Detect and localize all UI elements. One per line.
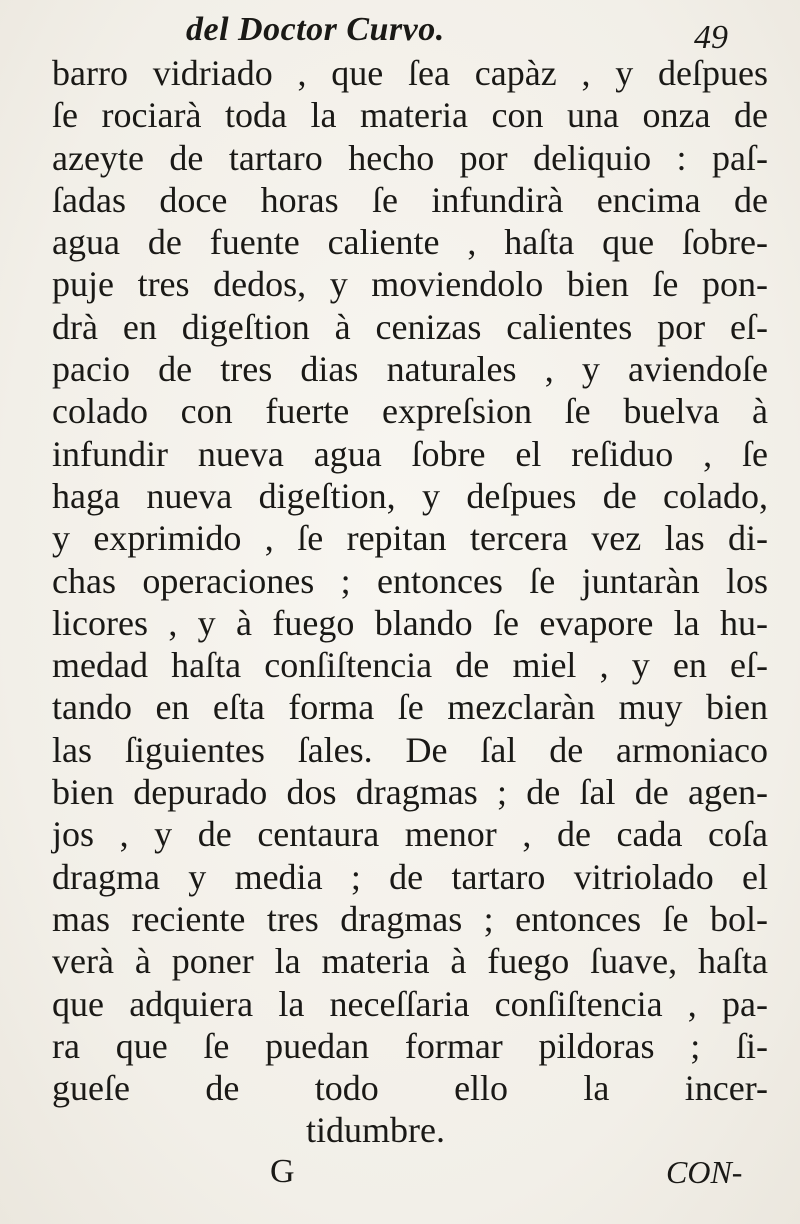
text-line: bien depurado dos dragmas ; de ſal de agen-	[52, 772, 768, 813]
text-line: licores , y à fuego blando ſe evapore la hu-	[52, 602, 768, 643]
catchword: CON-	[666, 1154, 743, 1190]
running-head	[0, 6, 800, 56]
text-line: gueſe de todo ello la incer-	[52, 1068, 768, 1109]
text-line: tando en eſta forma ſe mezclaràn muy bien	[52, 687, 768, 728]
text-line: barro vidriado , que ſea capàz , y deſpues	[52, 53, 768, 93]
text-line: ſe rociarà toda la materia con una onza de	[52, 95, 768, 136]
text-line: azeyte de tartaro hecho por deliquio : paſ-	[52, 137, 768, 178]
text-line: haga nueva digeſtion, y deſpues de colado,	[52, 475, 768, 516]
text-line: agua de fuente caliente , haſta que ſobre-	[52, 222, 768, 263]
text-line-final: tidumbre.	[306, 1110, 445, 1151]
text-line: jos , y de centaura menor , de cada coſa	[52, 814, 768, 855]
running-title: del Doctor Curvo.	[186, 11, 445, 48]
text-line: infundir nueva agua ſobre el reſiduo , ſe	[52, 433, 768, 474]
text-line: colado con fuerte expreſsion ſe buelva à	[52, 391, 768, 432]
text-line: verà à poner la materia à fuego ſuave, haſta	[52, 941, 768, 982]
body-text	[52, 52, 768, 1152]
text-line: y exprimido , ſe repitan tercera vez las di-	[52, 518, 768, 559]
text-line: chas operaciones ; entonces ſe juntaràn los	[52, 560, 768, 601]
text-line: que adquiera la neceſſaria conſiſtencia , pa-	[52, 983, 768, 1024]
page-number: 49	[694, 19, 728, 56]
signature-mark: G	[270, 1153, 295, 1190]
page-footer	[0, 1150, 800, 1200]
text-line: puje tres dedos, y moviendolo bien ſe pon-	[52, 264, 768, 305]
text-line: medad haſta conſiſtencia de miel , y en eſ-	[52, 645, 768, 686]
text-line: las ſiguientes ſales. De ſal de armoniaco	[52, 729, 768, 770]
text-line: dragma y media ; de tartaro vitriolado el	[52, 856, 768, 897]
text-line: mas reciente tres dragmas ; entonces ſe bol-	[52, 898, 768, 939]
text-line: pacio de tres dias naturales , y aviendoſe	[52, 349, 768, 390]
text-line: ſadas doce horas ſe infundirà encima de	[52, 179, 768, 220]
text-line: ra que ſe puedan formar pildoras ; ſi-	[52, 1025, 768, 1066]
text-line: drà en digeſtion à cenizas calientes por eſ-	[52, 306, 768, 347]
